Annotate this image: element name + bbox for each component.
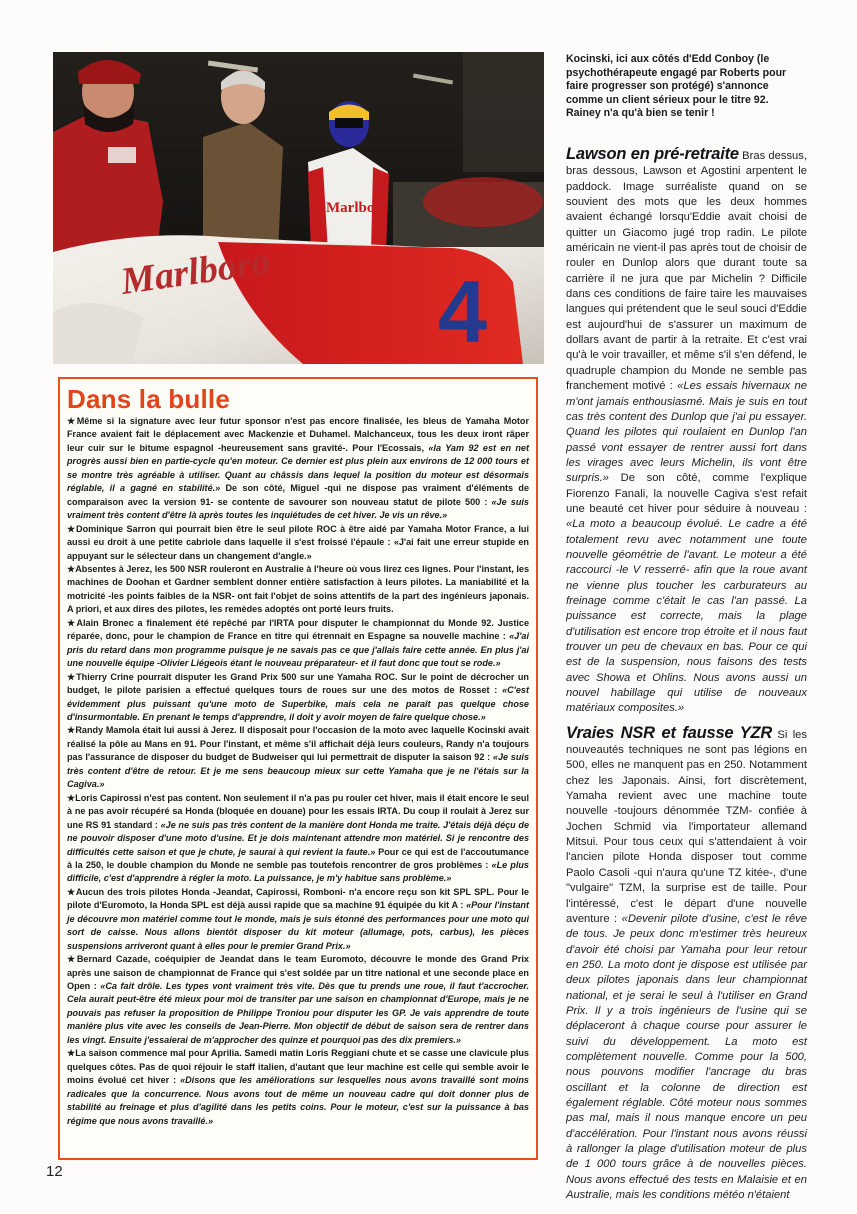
tank-logo: Marlboro: [118, 240, 273, 303]
sidebar-body: [67, 415, 529, 1128]
sidebar-quote: «la Yam 92 est en net progrès aussi bien en partie-cycle qu'en moteur. Ce dernier est plus plein aux environs de 12 000 tours et se montre très agréable à utiliser. Quant au châssis dans lequel la position du moteur est désormais réglable, il a gagné en stabilité.»: [67, 442, 530, 494]
star-icon: ★: [67, 1048, 76, 1059]
article-lawson: [566, 147, 807, 717]
star-icon: ★: [67, 792, 76, 803]
sidebar-text: Aucun des trois pilotes Honda -Jeandat, Capirossi, Romboni- n'a encore reçu son kit SPL SPL. Pour le pilote d'Euromoto, la Honda SPL est déjà aussi rapide que sa machine 91 équipée du kit A :: [67, 886, 529, 911]
heading-nsr-yzr: Vraies NSR et fausse YZR: [566, 723, 773, 742]
sidebar-paragraph: [67, 617, 529, 671]
star-icon: ★: [67, 563, 76, 574]
sidebar-paragraph: [67, 886, 529, 953]
star-icon: ★: [67, 954, 77, 965]
sidebar-paragraph: [67, 671, 529, 725]
star-icon: ★: [67, 671, 77, 682]
sidebar-text: Dominique Sarron qui pourrait bien être le seul pilote ROC à être aidé par Yamaha Motor France, a lui aussi eu droit à une petite cabriole dans laquelle il s'est froissé l'épaule : «J'ai fait une erreur stupide en appuyant sur le sélecteur dans un changement d'angle.»: [67, 523, 529, 561]
sidebar-title: Dans la bulle: [67, 384, 230, 414]
sidebar-quote: «Disons que les améliorations sur lesquelles nous avons travaillé sont moins radicales que la concurrence. Nous avons tout de même un nouveau cadre qui doit donner plus de stabilité au freinage et plus d'agilité dans les petits coins. Pour le moteur, c'est sur la puissance à bas régime que nous avons travaillé.»: [67, 1075, 529, 1126]
sidebar-paragraph: [67, 1047, 529, 1128]
sidebar-quote: «Je ne suis pas très content de la manière dont Honda me traite. J'étais déjà déçu de ne pouvoir disposer d'une moto d'usine. Et je dois maintenant attendre mon matériel. Si je rencontre des difficultés cette saison et que je chute, je saurai à qui revient la faute.»: [67, 819, 529, 857]
photo-caption: Kocinski, ici aux côtés d'Edd Conboy (le psychothérapeute engagé par Roberts pour faire progresser son protégé) s'annonce comme un client sérieux pour le titre 92. Rainey n'a qu'à bien se tenir !: [566, 53, 787, 120]
sidebar-quote: «Je suis très content d'être de retour. Et je me sens beaucoup mieux sur cette Yamaha que je ne l'étais sur la Cagiva.»: [67, 752, 529, 790]
star-icon: ★: [67, 886, 76, 897]
sidebar-text: Même si la signature avec leur futur sponsor n'est pas encore finalisée, les bleus de Yamaha Motor France avaient fait le déplacement avec Mackenzie et Duhamel. Malchanceux, tous les deux iront râper leur cuir sur le bitume espagnol -heureusement sans gravité-. Pour l'Ecossais,: [67, 416, 529, 453]
sidebar-quote: «J'ai pris du retard dans mon programme puisque je ne savais pas ce que j'allais faire cette année. En plus j'ai une nouvelle équipe -Olivier Liégeois étant le nouveau préparateur- et il faut donc que tout se rode.»: [67, 631, 529, 669]
sidebar-text: Bernard Cazade, coéquipier de Jeandat dans le team Euromoto, découvre le monde des Grand Prix après une saison de championnat de France qui s'est soldée par un titre national et une seconde place en Open :: [67, 954, 529, 992]
kocinski-photo: [53, 52, 544, 364]
star-icon: ★: [67, 416, 77, 426]
lawson-quote-1: «Les essais hivernaux ne m'ont jamais enthousiasmé. Mais je suis en tout cas très content des Dunlop que j'ai pu essayer. Quand les pilotes qui roulaient en Dunlop l'an passé vont essayer de rentrer aussi fort dans les virages avec leurs Michelin, ils vont être surpris.»: [566, 380, 808, 485]
sidebar-text: Pour ce qui est de l'accoutumance à la 250, le double champion du Monde ne semble pas toutefois rencontrer de gros problèmes :: [67, 846, 529, 870]
right-column: [566, 147, 807, 1203]
sidebar-quote: «Je suis vraiment très content d'être là après toutes les inquiétudes de cet hiver. Je vis un rêve.»: [67, 496, 529, 521]
sidebar-paragraph: [67, 523, 529, 563]
sidebar-quote: «C'est évidemment plus puissant qu'une moto de Superbike, mais cela ne paraît pas quelque chose d'insurmontable. En prenant le temps d'apprendre, il doit y avoir moyen de faire quelque chose.»: [67, 685, 529, 722]
lawson-text-1: Bras dessus, bras dessous, Lawson et Agostini arpentent le paddock. Image surréaliste quand on se souvient des mots que les deux hommes avaient échangé lorsqu'Eddie avait choisi de quitter un Giacomo jugé trop radin. Le pilote américain ne vient-il pas après tout de choisir de rouler en Dunlop alors que durant toute sa carrière il ne jura que par Michelin ? Difficile dans ces conditions de faire taire les mauvaises langues qui prétendent que le seul souci d'Eddie est aujourd'hui de s'assurer un maximum de dollars avant de partir à la retraite. Et c'est vrai qu'à le voir travailler, et même s'il s'en défend, le quadruple champion du Monde ne semble pas franchement motivé :: [566, 150, 807, 393]
star-icon: ★: [67, 523, 77, 534]
star-icon: ★: [67, 725, 76, 736]
nsr-quote-1: «Devenir pilote d'usine, c'est le rêve de tous. Je peux donc m'estimer très heureux d'avoir été choisi par Yamaha pour leur retour en 250. La moto dont je dispose est utilisée par deux pilotes japonais dans leur championnat national, et je serai le seul à l'utiliser en Grand Prix. Il y a trois ingénieurs de l'usine qui se déplaceront à chaque course pour assurer le suivi du développement. La moto est complètement nouvelle. Comme pour la 500, nous pouvons modifier l'ancrage du bras oscillant et la colonne de direction est également réglable. Côté moteur nous sommes pas mal, mais il nous manque encore un peu d'accélération. Pour l'instant nous avons réussi à rallonger la plage d'utilisation moteur de plus de 1 000 tours grâce à de nouvelles pièces. Nous avons effectué des tests en Malaisie et en Australie, mais les conditions météo n'étaient: [566, 912, 807, 1202]
sidebar-quote: «Pour l'instant je découvre mon matériel comme tout le monde, mais je suis étonné des performances pour une moto qui sort de caisse. Nous allons bientôt disposer du kit moteur (allumage, pots, carbus), les pièces suspensions arriveront quant à elles pour le premier Grand Prix.»: [67, 900, 530, 951]
photo-illustration: [53, 52, 544, 364]
sidebar-paragraph: [67, 724, 529, 791]
sidebar-paragraph: [67, 563, 529, 617]
sidebar-text: Thierry Crine pourrait disputer les Grand Prix 500 sur une Yamaha ROC. Sur le point de décrocher un budget, le pilote parisien a effectué quelques tours de roues sur une des motos de Rosset :: [67, 671, 529, 696]
sidebar-text: Absentes à Jerez, les 500 NSR rouleront en Australie à l'heure où vous lirez ces lignes. Pour l'instant, les machines de Doohan et Gardner semblent donner entière satisfaction à leurs pilotes. La maniabilité et la motricité -les points faibles de la NSR- ont fait l'objet de soins attentifs de la part des ingénieurs japonais. A priori, et aux dires des pilotes, les remèdes adoptés ont porté leurs fruits.: [67, 563, 530, 615]
sidebar-paragraph: [67, 953, 529, 1047]
sidebar-paragraph: [67, 415, 529, 523]
sidebar-text: Loris Capirossi n'est pas content. Non seulement il n'a pas pu rouler cet hiver, mais il était encore le seul à ne pas avoir récupéré sa Honda (bloquée en douane) pour les essais IRTA. Du coup il roulait à Jerez sur une RS 91 standard :: [67, 792, 529, 830]
lawson-quote-2: «La moto a beaucoup évolué. Le cadre a été totalement revu avec notamment une toute nouvelle géométrie de l'avant. Le moteur a été raccourci -le V resserré- afin que la roue avant ne vienne plus toucher les carburateurs au freinage comme c'était le cas l'an passé. La puissance est correcte, mais la plage d'utilisation est encore trop étroite et il nous faut trouver un peu de chevaux en bas. Pour ce qui est de la suspension, nous faisons des tests avec Showa et Ohlins. Nous avons aussi un nouvel habillage qui utilise de nouveaux matériaux composites.»: [566, 518, 807, 715]
sidebar-quote: «Le plus difficile, c'est d'apprendre à régler la moto. La puissance, je m'y habitue sans problème.»: [67, 859, 529, 884]
sidebar-text: De son côté, Miguel -qui ne dispose pas vraiment d'éléments de comparaison avec la version 91- se contente de savourer son nouveau statut de pilote 500 :: [67, 483, 530, 507]
heading-lawson: Lawson en pré-retraite: [566, 145, 739, 163]
sidebar-quote: «Ca fait drôle. Les types vont vraiment très vite. Dès que tu prends une roue, il faut t'accrocher. Cela aurait peut-être été mieux pour moi de transiter par une saison en championnat d'Europe, mais je ne pouvais pas refuser la proposition de Philippe Troniou pour disputer les GP. Je vais apprendre de toute manière plus vite avec les conseils de Jean-Pierre. Mon objectif de début de saison sera de rentrer dans les vingt. Ensuite j'essaierai de m'approcher des quinze et pourquoi pas des dix premiers.»: [67, 981, 529, 1045]
sidebar-paragraph: [67, 792, 529, 886]
leathers-logo: Marlboro: [326, 200, 389, 216]
tank-number: 4: [438, 262, 487, 361]
sidebar-text: La saison commence mal pour Aprilia. Samedi matin Loris Reggiani chute et se casse une clavicule plus quelques côtes. Pas de quoi réjouir le staff italien, d'autant que leur machine est celle qui semble avoir le moins évolué cet hiver :: [67, 1048, 529, 1086]
sidebar-box: [58, 377, 538, 1160]
lawson-text-2: De son côté, comme l'explique Fiorenzo Fanali, la nouvelle Cagiva s'est refait une beauté cet hiver pour séduire à nouveau :: [566, 472, 807, 515]
sidebar-text: Randy Mamola était lui aussi à Jerez. Il disposait pour l'occasion de la moto avec laquelle Kocinski avait réalisé la pôle au Mans en 91. Pour l'instant, et même s'il affichait déjà leurs couleurs, Randy n'a toujours pas l'assurance de disposer du budget de Budweiser qui lui permettrait de disputer la saison 92 :: [67, 725, 529, 763]
nsr-text-1: Si les nouveautés techniques ne sont pas légions en 500, elles ne manquent pas en 250. Notamment chez les Japonais. Ainsi, fort discrètement, Yamaha revient avec une machine toute nouvelle -toujours dénommée TZM- confiée à Jochen Schmid via l'importateur allemand Mitsui. Pour tous ceux qui s'attendaient à voir l'ancien pilote Honda disposer tout comme Paolo Casoli -qui n'aura qu'une TZ kitée-, d'une "vulgaire" TZM, la surprise est de taille. Pour l'intéressé, c'est le départ d'une nouvelle aventure :: [566, 728, 807, 925]
sidebar-text: Alain Bronec a finalement été repêché par l'IRTA pour disputer le championnat du Monde 92. Justice réparée, donc, pour le champion de France en titre qui étrennait en Espagne sa nouvelle machine :: [67, 617, 530, 642]
star-icon: ★: [67, 617, 77, 628]
article-nsr-yzr: [566, 723, 807, 1204]
page-number: 12: [46, 1163, 63, 1180]
